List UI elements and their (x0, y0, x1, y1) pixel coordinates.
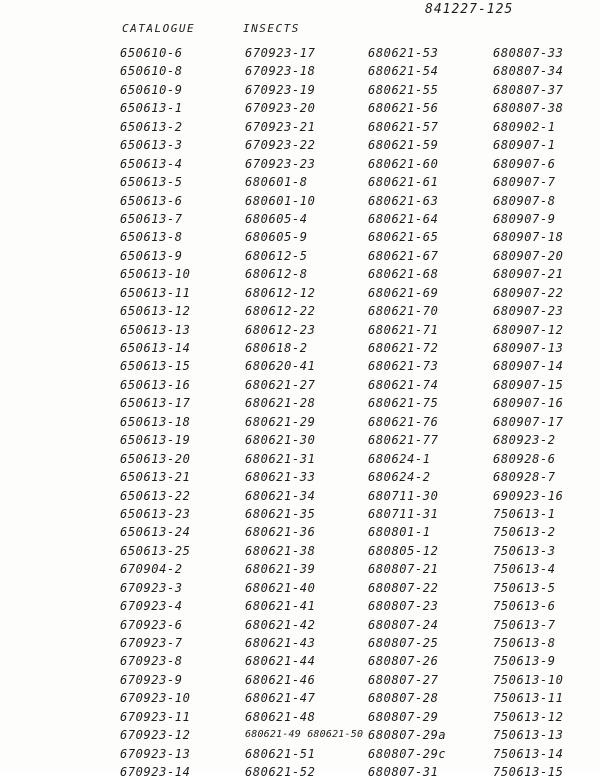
catalogue-entry: 650610-8 (120, 64, 183, 79)
catalogue-entry: 690923-16 (493, 488, 564, 503)
catalogue-entry: 680907-21 (493, 267, 564, 282)
catalogue-column-1 (120, 44, 232, 782)
catalogue-entry: 680621-64 (368, 211, 439, 226)
catalogue-entry: 650613-4 (120, 156, 183, 171)
catalogue-entry: 680621-28 (245, 396, 316, 411)
catalogue-entry: 680807-27 (368, 672, 439, 687)
catalogue-entry: 650613-23 (120, 506, 191, 521)
catalogue-entry: 650613-24 (120, 525, 191, 540)
catalogue-entry: 650613-18 (120, 414, 191, 429)
catalogue-entry: 670923-9 (120, 672, 183, 687)
catalogue-column-2 (245, 44, 364, 782)
catalogue-entry: 650613-8 (120, 230, 183, 245)
catalogue-entry: 750613-15 (493, 765, 564, 780)
catalogue-entry: 680621-69 (368, 285, 439, 300)
catalogue-entry: 750613-3 (493, 543, 556, 558)
catalogue-heading: CATALOGUE (122, 22, 196, 35)
catalogue-entry: 750613-11 (493, 691, 564, 706)
category-heading: INSECTS (243, 22, 300, 35)
catalogue-entry: 680605-9 (245, 230, 308, 245)
catalogue-entry: 670923-3 (120, 580, 183, 595)
catalogue-entry: 680711-30 (368, 488, 439, 503)
catalogue-entry: 680902-1 (493, 119, 556, 134)
catalogue-entry: 680621-51 (245, 746, 316, 761)
catalogue-entry: 680907-8 (493, 193, 556, 208)
catalogue-entry: 680923-2 (493, 433, 556, 448)
document-id: 841227-125 (425, 2, 514, 17)
catalogue-entry: 680621-29 (245, 414, 316, 429)
catalogue-entry: 650613-6 (120, 193, 183, 208)
catalogue-entry: 680621-30 (245, 433, 316, 448)
catalogue-entry: 680807-38 (493, 101, 564, 116)
catalogue-entry: 680621-52 (245, 765, 316, 780)
catalogue-entry: 650613-3 (120, 138, 183, 153)
catalogue-entry: 680601-8 (245, 175, 308, 190)
catalogue-entry: 680621-55 (368, 82, 439, 97)
catalogue-entry: 680807-37 (493, 82, 564, 97)
catalogue-entry: 650613-17 (120, 396, 191, 411)
catalogue-entry: 680907-1 (493, 138, 556, 153)
catalogue-entry: 680621-76 (368, 414, 439, 429)
catalogue-entry: 680907-13 (493, 341, 564, 355)
catalogue-entry: 680807-29c (368, 746, 447, 761)
catalogue-entry: 680621-67 (368, 248, 439, 263)
catalogue-entry: 670923-6 (120, 617, 183, 632)
catalogue-entry: 680612-12 (245, 285, 316, 300)
catalogue-entry: 680907-12 (493, 322, 564, 337)
catalogue-entry: 680621-35 (245, 506, 316, 521)
catalogue-entry: 680621-36 (245, 525, 316, 540)
catalogue-entry: 750613-1 (493, 506, 556, 521)
catalogue-column-3 (368, 44, 480, 782)
catalogue-entry: 680621-74 (368, 377, 439, 392)
catalogue-entry: 670923-14 (120, 765, 191, 780)
catalogue-entry: 650613-10 (120, 267, 191, 282)
catalogue-entry: 680621-49 680621-50 (245, 729, 364, 741)
catalogue-entry: 650613-20 (120, 451, 191, 466)
catalogue-entry: 680907-17 (493, 414, 564, 429)
catalogue-column-4 (493, 44, 600, 782)
catalogue-entry: 670923-10 (120, 691, 191, 706)
catalogue-entry: 650613-14 (120, 341, 191, 355)
catalogue-entry: 680621-48 (245, 709, 316, 724)
catalogue-entry: 680621-75 (368, 396, 439, 411)
catalogue-entry: 680624-1 (368, 451, 431, 466)
catalogue-entry: 680621-31 (245, 451, 316, 466)
catalogue-entry: 650613-11 (120, 285, 191, 300)
catalogue-entry: 650613-5 (120, 175, 183, 190)
catalogue-entry: 650613-2 (120, 119, 183, 134)
catalogue-entry: 680807-29a (368, 728, 447, 743)
catalogue-entry: 680605-4 (245, 211, 308, 226)
catalogue-entry: 650613-25 (120, 543, 191, 558)
catalogue-entry: 680621-57 (368, 119, 439, 134)
catalogue-entry: 680612-5 (245, 248, 308, 263)
catalogue-entry: 680907-15 (493, 377, 564, 392)
catalogue-entry: 680612-8 (245, 267, 308, 282)
catalogue-entry: 680807-34 (493, 64, 564, 79)
catalogue-entry: 680621-60 (368, 156, 439, 171)
catalogue-entry: 680621-40 (245, 580, 316, 595)
catalogue-entry: 680928-6 (493, 451, 556, 466)
catalogue-entry: 680621-61 (368, 175, 439, 190)
catalogue-entry: 670923-7 (120, 636, 183, 650)
catalogue-entry: 650610-9 (120, 82, 183, 97)
catalogue-entry: 680621-53 (368, 46, 439, 60)
catalogue-entry: 680807-28 (368, 691, 439, 706)
catalogue-entry: 650613-1 (120, 101, 183, 116)
catalogue-entry: 650613-9 (120, 248, 183, 263)
catalogue-entry: 680621-27 (245, 377, 316, 392)
catalogue-entry: 680621-70 (368, 304, 439, 319)
catalogue-entry: 680711-31 (368, 506, 439, 521)
catalogue-entry: 750613-7 (493, 617, 556, 632)
catalogue-entry: 750613-14 (493, 746, 564, 761)
catalogue-entry: 680620-41 (245, 359, 316, 374)
catalogue-entry: 680907-16 (493, 396, 564, 411)
catalogue-entry: 670923-21 (245, 119, 316, 134)
catalogue-entry: 670923-11 (120, 709, 191, 724)
catalogue-entry: 680621-41 (245, 599, 316, 614)
catalogue-entry: 650613-15 (120, 359, 191, 374)
catalogue-entry: 650613-12 (120, 304, 191, 319)
catalogue-entry: 680621-34 (245, 488, 316, 503)
catalogue-entry: 680807-21 (368, 562, 439, 577)
catalogue-entry: 680621-72 (368, 341, 439, 355)
catalogue-entry: 680907-6 (493, 156, 556, 171)
catalogue-entry: 670904-2 (120, 562, 183, 577)
catalogue-entry: 650613-22 (120, 488, 191, 503)
catalogue-entry: 680621-71 (368, 322, 439, 337)
catalogue-entry: 750613-9 (493, 654, 556, 669)
catalogue-entry: 670923-22 (245, 138, 316, 153)
catalogue-entry: 680807-23 (368, 599, 439, 614)
catalogue-entry: 650613-21 (120, 470, 191, 485)
catalogue-entry: 680807-31 (368, 765, 439, 780)
catalogue-entry: 680621-56 (368, 101, 439, 116)
catalogue-entry: 680805-12 (368, 543, 439, 558)
catalogue-entry: 680907-23 (493, 304, 564, 319)
catalogue-entry: 680907-9 (493, 211, 556, 226)
catalogue-entry: 670923-17 (245, 46, 316, 60)
catalogue-entry: 670923-19 (245, 82, 316, 97)
catalogue-entry: 680621-63 (368, 193, 439, 208)
catalogue-entry: 680621-43 (245, 636, 316, 650)
catalogue-entry: 650613-16 (120, 377, 191, 392)
catalogue-entry: 670923-12 (120, 728, 191, 743)
catalogue-entry: 680612-23 (245, 322, 316, 337)
catalogue-entry: 750613-4 (493, 562, 556, 577)
catalogue-entry: 680907-7 (493, 175, 556, 190)
catalogue-entry: 680907-14 (493, 359, 564, 374)
catalogue-entry: 680621-38 (245, 543, 316, 558)
catalogue-entry: 680807-29 (368, 709, 439, 724)
catalogue-entry: 680621-39 (245, 562, 316, 577)
catalogue-entry: 680807-22 (368, 580, 439, 595)
catalogue-entry: 680807-26 (368, 654, 439, 669)
catalogue-entry: 750613-2 (493, 525, 556, 540)
catalogue-entry: 680928-7 (493, 470, 556, 485)
catalogue-entry: 750613-13 (493, 728, 564, 743)
catalogue-entry: 670923-4 (120, 599, 183, 614)
catalogue-entry: 670923-20 (245, 101, 316, 116)
catalogue-entry: 650610-6 (120, 46, 183, 60)
catalogue-entry: 750613-10 (493, 672, 564, 687)
catalogue-entry: 650613-7 (120, 211, 183, 226)
catalogue-entry: 750613-8 (493, 636, 556, 650)
catalogue-entry: 680621-46 (245, 672, 316, 687)
catalogue-entry: 680618-2 (245, 341, 308, 355)
catalogue-entry: 680621-44 (245, 654, 316, 669)
catalogue-entry: 680907-22 (493, 285, 564, 300)
catalogue-entry: 680907-18 (493, 230, 564, 245)
catalogue-entry: 680801-1 (368, 525, 431, 540)
catalogue-entry: 750613-6 (493, 599, 556, 614)
catalogue-entry: 680621-68 (368, 267, 439, 282)
catalogue-entry: 680621-33 (245, 470, 316, 485)
catalogue-entry: 680807-24 (368, 617, 439, 632)
catalogue-entry: 680621-47 (245, 691, 316, 706)
catalogue-entry: 680612-22 (245, 304, 316, 319)
catalogue-entry: 680621-42 (245, 617, 316, 632)
catalogue-entry: 750613-12 (493, 709, 564, 724)
catalogue-entry: 680601-10 (245, 193, 316, 208)
catalogue-entry: 680621-54 (368, 64, 439, 79)
catalogue-entry: 650613-13 (120, 322, 191, 337)
catalogue-entry: 680807-25 (368, 636, 439, 650)
catalogue-entry: 670923-13 (120, 746, 191, 761)
catalogue-entry: 680907-20 (493, 248, 564, 263)
catalogue-entry: 680624-2 (368, 470, 431, 485)
catalogue-entry: 680621-77 (368, 433, 439, 448)
catalogue-entry: 680621-65 (368, 230, 439, 245)
catalogue-entry: 670923-8 (120, 654, 183, 669)
catalogue-entry: 680807-33 (493, 46, 564, 60)
catalogue-entry: 680621-59 (368, 138, 439, 153)
catalogue-entry: 670923-18 (245, 64, 316, 79)
catalogue-entry: 750613-5 (493, 580, 556, 595)
catalogue-entry: 650613-19 (120, 433, 191, 448)
catalogue-entry: 670923-23 (245, 156, 316, 171)
catalogue-entry: 680621-73 (368, 359, 439, 374)
